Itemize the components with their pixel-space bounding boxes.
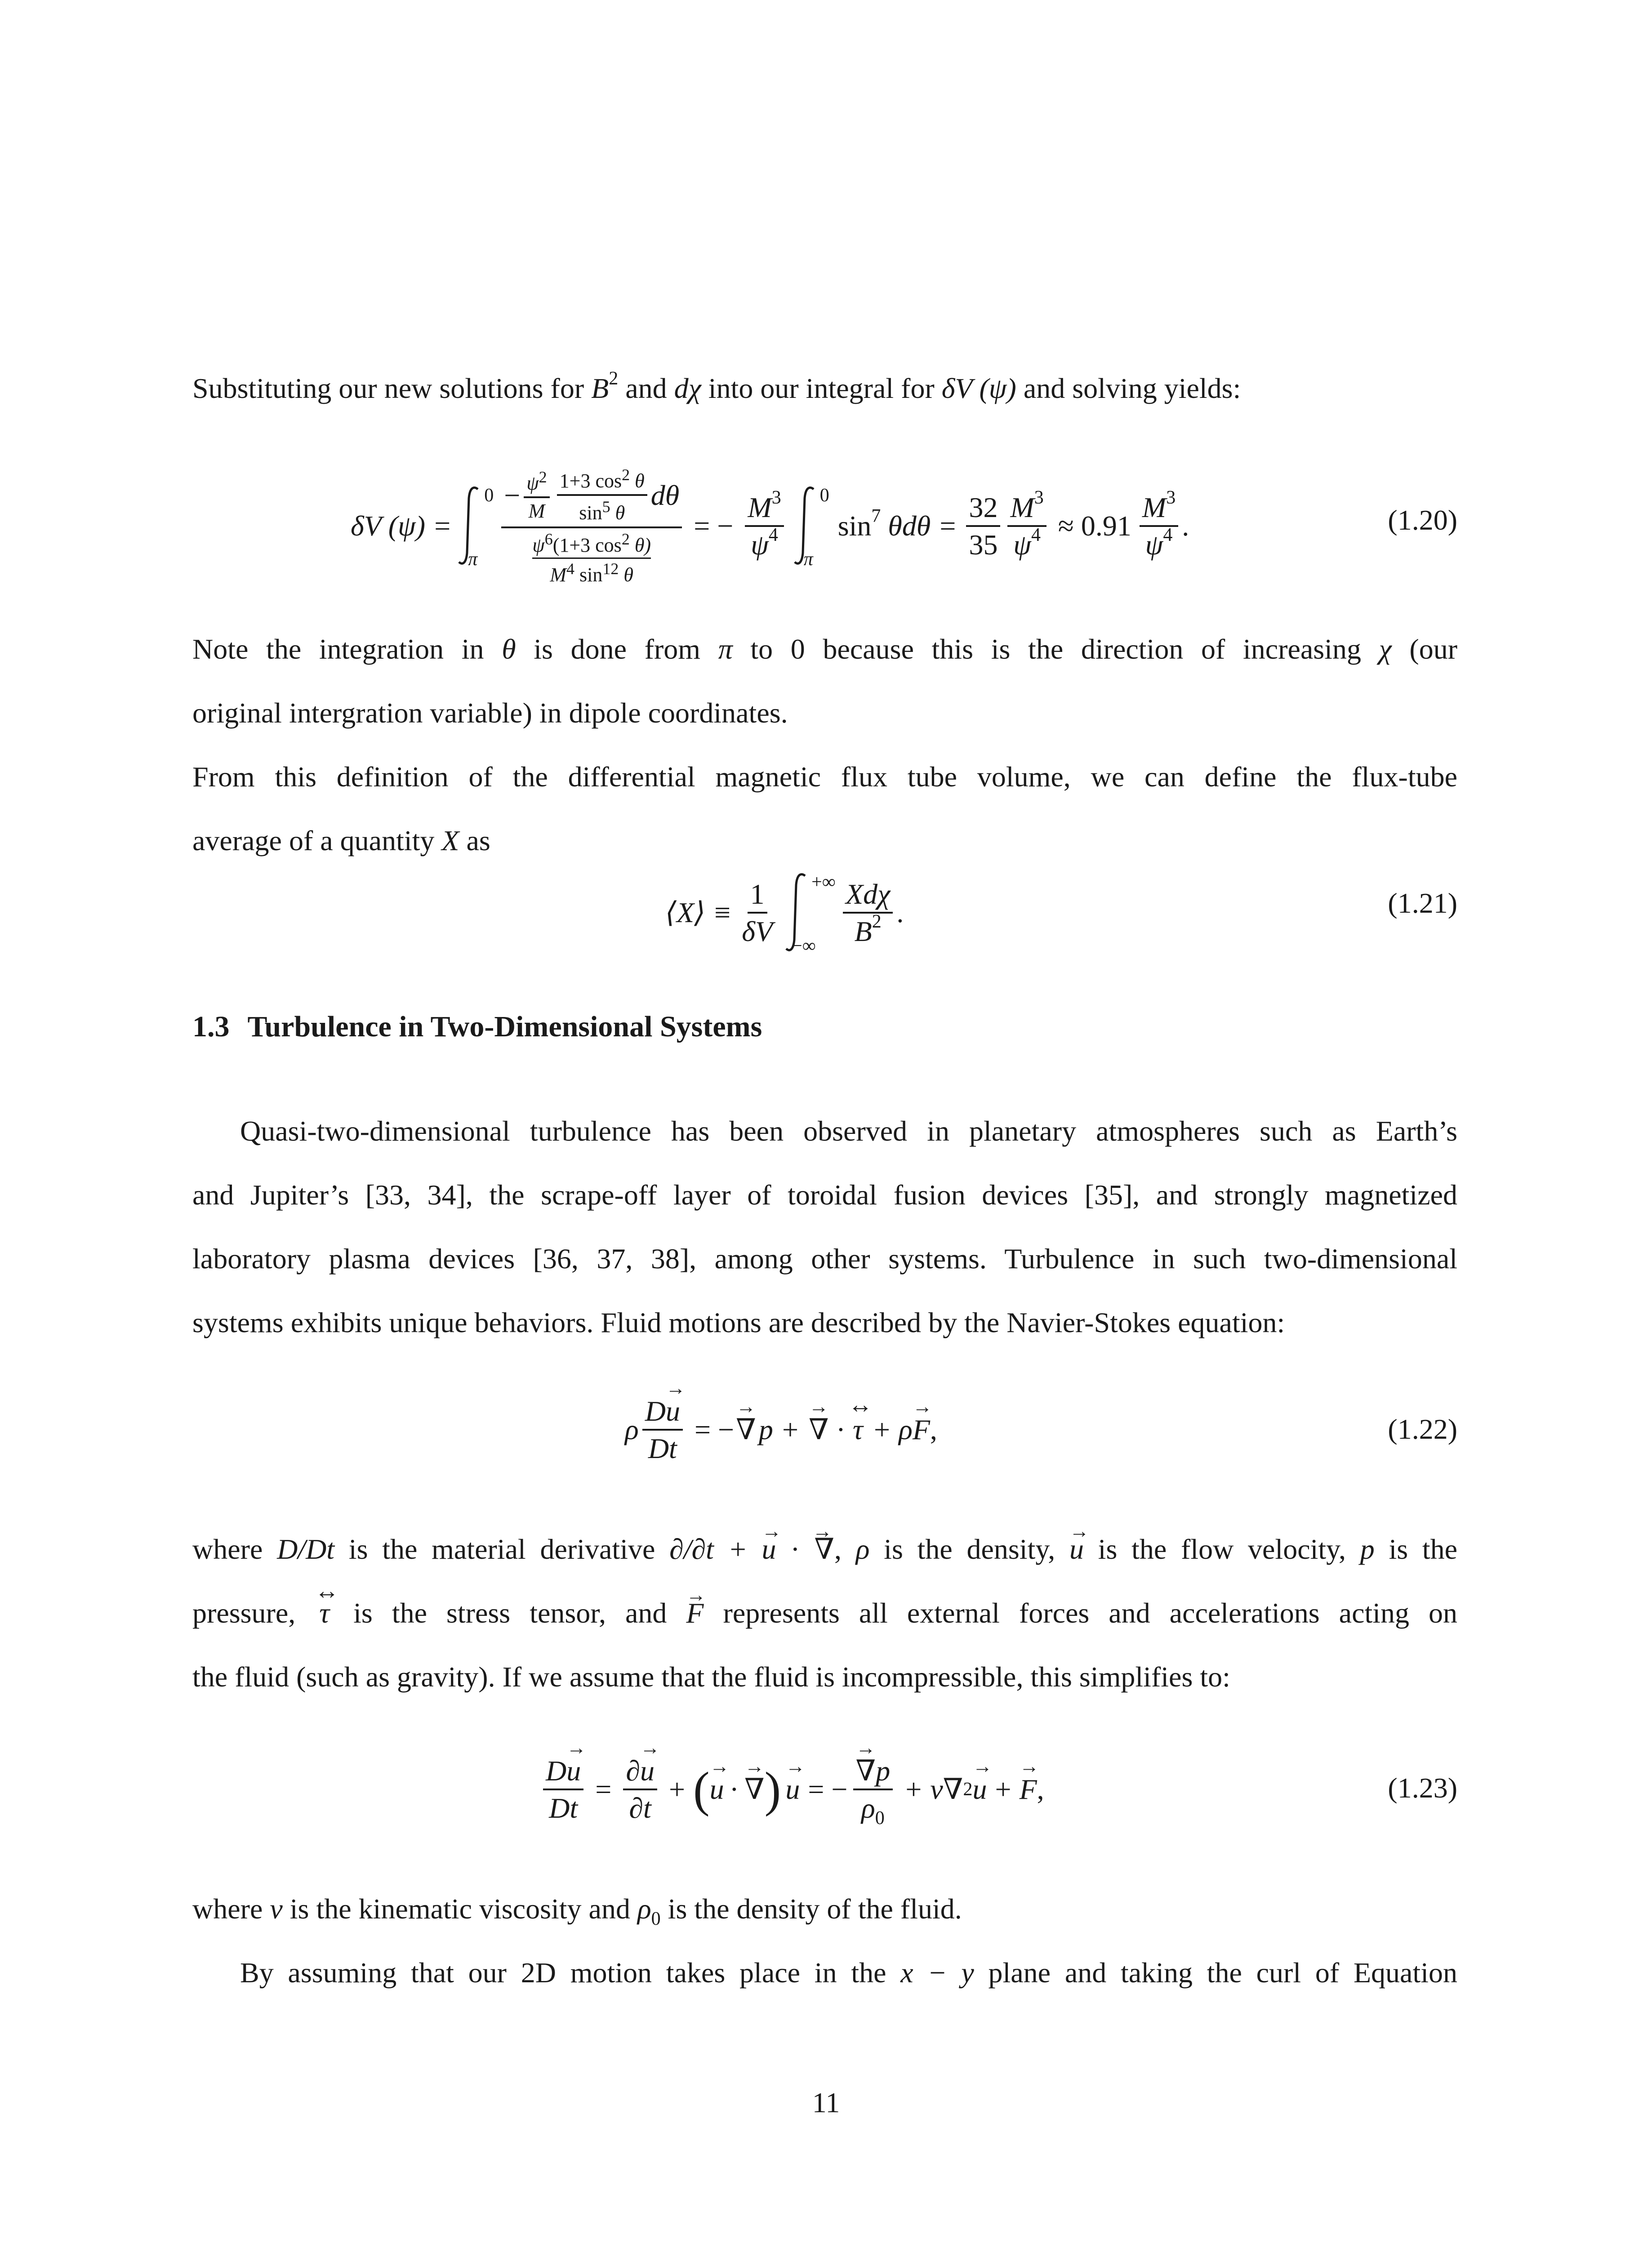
integral-lower: π	[468, 549, 478, 570]
math-dchi: dχ	[674, 372, 701, 404]
math-exponent: 4	[566, 559, 575, 578]
numerator: 1	[748, 879, 767, 914]
math-partial: ∂	[626, 1754, 640, 1787]
math-u-vector: → u	[640, 1756, 655, 1786]
math-nu: ν	[270, 1893, 283, 1925]
text-run: Substituting our new solutions for	[192, 372, 592, 404]
math-theta-dtheta: θdθ =	[888, 510, 957, 542]
math-Dt: Dt	[549, 1792, 578, 1824]
text-run: plane and taking the curl of Equation	[974, 1957, 1458, 1989]
math-psi: ψ	[1013, 529, 1031, 561]
text-run: is the kinematic viscosity and	[282, 1893, 637, 1925]
math-u-vector: → u	[785, 1773, 800, 1806]
math-u-vector: → u	[1069, 1531, 1084, 1567]
denominator: 35	[969, 529, 998, 561]
math-exponent: 2	[609, 368, 619, 389]
equation-1-22	[625, 1385, 1029, 1475]
paragraph-nu	[192, 1891, 1457, 1927]
stress-tensor: ↔ τ	[319, 1595, 330, 1631]
equals: =	[595, 1773, 612, 1805]
math-exponent: 4	[1031, 525, 1041, 545]
Du-over-Dt	[543, 1756, 583, 1823]
left-paren: (	[693, 1762, 710, 1817]
plus: +	[668, 1773, 686, 1805]
paragraph-where-line1	[192, 1531, 1457, 1567]
one-over-deltaV	[739, 879, 775, 946]
math-exponent: 2	[872, 911, 882, 932]
text-run: average of a quantity	[192, 825, 442, 856]
equals-minus: = −	[694, 1414, 735, 1445]
text-run: Note the integration in	[192, 633, 502, 665]
text-cos: (1+3 cos	[552, 534, 622, 556]
integral-sign	[454, 481, 495, 571]
equation-number: (1.20)	[1388, 504, 1457, 536]
dot-operator: ·	[776, 1533, 815, 1565]
M3-over-psi4	[1140, 487, 1178, 561]
equation-1-20	[351, 468, 1340, 584]
math-exponent: 5	[602, 498, 610, 516]
nabla-vector: → ∇	[744, 1773, 765, 1806]
math-u-vector: → u	[762, 1531, 776, 1567]
denominator: δV	[742, 915, 773, 947]
nabla-vector: → ∇	[736, 1413, 756, 1446]
dot-operator: ·	[836, 1414, 846, 1445]
math-D: D	[546, 1754, 567, 1787]
nabla-vector: → ∇	[814, 1531, 834, 1567]
math-theta: θ	[635, 470, 645, 492]
comma: ,	[1037, 1773, 1044, 1805]
text-run: to 0 because this is the direction of increasing	[732, 633, 1379, 665]
text-run: is the stress tensor, and	[334, 1597, 686, 1629]
text-run: ,	[834, 1533, 856, 1565]
text-run: is the material derivative	[334, 1533, 670, 1565]
section-number: 1.3	[192, 1010, 230, 1043]
paragraph-substituting	[192, 370, 1457, 406]
math-M: M	[1010, 491, 1034, 523]
math-X: X	[441, 825, 459, 856]
math-subscript: 0	[875, 1808, 885, 1829]
math-rho: ρ	[637, 1893, 651, 1925]
text-run: as	[459, 825, 490, 856]
paragraph-where-line3: the fluid (such as gravity). If we assume that the fluid is incompressible, this simplifies to:	[192, 1661, 1230, 1693]
math-subscript: 0	[651, 1909, 661, 1929]
math-exponent: 3	[1034, 487, 1044, 508]
approx-value: ≈ 0.91	[1058, 510, 1131, 542]
stress-tensor: ↔ τ	[853, 1413, 863, 1446]
math-exponent: 4	[768, 525, 778, 545]
math-DDt: D/Dt	[277, 1533, 335, 1565]
text-run: is done from	[516, 633, 718, 665]
math-F-vector: → F	[913, 1413, 930, 1446]
math-psi: ψ	[532, 534, 545, 556]
text-run: represents all external forces and accelerations acting on	[704, 1597, 1458, 1629]
text-run: where	[192, 1533, 277, 1565]
text-run: and solving yields:	[1016, 372, 1241, 404]
math-u-vector: → u	[972, 1773, 987, 1806]
period: .	[896, 897, 904, 928]
math-M: M	[748, 491, 772, 523]
eq-lhs: ⟨X⟩ ≡	[665, 897, 732, 928]
paragraph-from-line1: From this definition of the differential magnetic flux tube volume, we can define the flux-tube	[192, 761, 1457, 793]
text-sin: sin	[579, 563, 603, 586]
text-run: is the density of the fluid.	[660, 1893, 962, 1925]
math-deltaV: δV (ψ)	[941, 372, 1016, 404]
integral-upper: 0	[484, 485, 494, 506]
equation-number: (1.22)	[1388, 1413, 1457, 1445]
equals-minus: = −	[694, 510, 734, 542]
gradp-over-rho0	[853, 1754, 893, 1829]
text-run: (our	[1391, 633, 1458, 665]
text-run: is the	[1374, 1533, 1458, 1565]
math-theta: θ)	[634, 534, 651, 556]
plus-nu-laplacian: + ν∇	[904, 1773, 963, 1805]
text-run: pressure,	[192, 1597, 315, 1629]
text-run: into our integral for	[701, 372, 942, 404]
nabla-vector: → ∇	[809, 1413, 829, 1446]
math-exponent: 4	[1163, 525, 1173, 545]
math-exponent: 3	[771, 487, 781, 508]
integral-sign	[782, 868, 836, 958]
integrand-fraction	[501, 467, 682, 585]
math-exponent: 2	[539, 468, 547, 486]
math-p: p	[1360, 1533, 1375, 1565]
paragraph-quasi-line1: Quasi-two-dimensional turbulence has been observed in planetary atmospheres such as Earth’s	[240, 1115, 1457, 1147]
comma: ,	[930, 1414, 937, 1445]
paragraph-quasi-line2: and Jupiter’s [33, 34], the scrape-off layer of toroidal fusion devices [35], and strongly magnetized	[192, 1179, 1457, 1211]
integral-lower: π	[803, 549, 813, 570]
integral-upper: +∞	[811, 872, 836, 892]
math-exponent: 6	[544, 530, 553, 548]
math-rho: ρ	[855, 1533, 870, 1565]
math-x-minus-y: x − y	[900, 1957, 974, 1989]
math-u-vector: → u	[666, 1396, 680, 1426]
paragraph-note-line2: original intergration variable) in dipole coordinates.	[192, 697, 788, 729]
text-cos: 1+3 cos	[559, 470, 622, 492]
du-over-dt	[623, 1756, 657, 1823]
nabla-vector: → ∇	[856, 1756, 876, 1786]
math-p-plus: p +	[758, 1414, 800, 1445]
math-M: M	[528, 500, 545, 522]
Xdchi-over-B2	[843, 879, 893, 946]
math-pi: π	[718, 633, 733, 665]
integral-upper: 0	[819, 485, 829, 506]
math-theta: θ	[615, 502, 625, 524]
math-u-vector: → u	[710, 1773, 724, 1806]
math-exponent: 7	[871, 506, 881, 526]
math-psi: ψ	[751, 529, 769, 561]
math-exponent: 2	[622, 466, 630, 484]
math-chi: χ	[1379, 633, 1392, 665]
math-psi: ψ	[526, 472, 539, 494]
math-theta: θ	[623, 563, 634, 586]
math-dt: ∂t	[629, 1792, 651, 1824]
fraction-32-35	[966, 492, 1000, 560]
integral-sign	[790, 481, 831, 571]
math-dtheta: dθ	[650, 479, 680, 511]
eq-lhs: δV (ψ) =	[351, 510, 452, 542]
equation-number: (1.23)	[1388, 1772, 1457, 1804]
math-M: M	[1142, 491, 1167, 523]
math-theta: θ	[502, 633, 516, 665]
section-heading	[192, 1009, 762, 1045]
integral-lower: −∞	[792, 936, 816, 956]
plus: +	[995, 1773, 1011, 1805]
page-number: 11	[812, 2087, 840, 2119]
equals-minus: = −	[808, 1773, 848, 1805]
right-paren: )	[764, 1762, 781, 1817]
paragraph-where-line2	[192, 1595, 1457, 1631]
math-u-vector: → u	[566, 1756, 581, 1786]
numerator: 32	[966, 492, 1000, 527]
math-rho: ρ	[861, 1792, 875, 1824]
math-psi: ψ	[1145, 529, 1163, 561]
math-M: M	[550, 563, 567, 586]
dot-operator: ·	[729, 1773, 739, 1805]
math-rho: ρ	[625, 1414, 639, 1445]
text-run: By assuming that our 2D motion takes place in the	[240, 1957, 901, 1989]
paragraph-by-assuming	[192, 1955, 1457, 1991]
math-F-vector: → F	[1020, 1773, 1037, 1806]
psi-over-M	[524, 469, 549, 522]
text-run: is the flow velocity,	[1083, 1533, 1360, 1565]
math-Dt: Dt	[648, 1432, 677, 1464]
paragraph-from-line2	[192, 823, 1457, 859]
text-sin: sin	[837, 510, 872, 542]
math-exponent: 2	[621, 530, 630, 548]
minus-sign: −	[504, 479, 521, 511]
plus-rho: + ρ	[872, 1414, 913, 1445]
text-sin: sin	[579, 502, 602, 524]
Du-over-Dt	[642, 1396, 683, 1463]
M3-over-psi4	[1007, 487, 1046, 561]
numerator: Xdχ	[843, 879, 893, 914]
math-p: p	[876, 1754, 891, 1787]
equation-1-21	[665, 863, 1025, 962]
equation-number: (1.21)	[1388, 887, 1457, 919]
text-run: is the density,	[869, 1533, 1069, 1565]
equation-1-23: $\frac{D\to u}{Dt}$ = $\frac{\partial\to u}{\partial t}$ + ( → u · → ∇ ) → u = − → $\frac{\nabla p}{\rho_0}$ + ν∇ 2 → u + → F ,	[539, 1744, 1169, 1834]
math-B: B	[854, 915, 872, 947]
M3-over-psi4	[745, 487, 784, 561]
paragraph-quasi-line4: systems exhibits unique behaviors. Fluid motions are described by the Navier-Stokes equation:	[192, 1307, 1285, 1338]
math-partial: ∂/∂t +	[669, 1533, 762, 1565]
section-title: Turbulence in Two-Dimensional Systems	[247, 1010, 762, 1043]
paragraph-quasi-line3: laboratory plasma devices [36, 37, 38], among other systems. Turbulence in such two-dimensional	[192, 1243, 1457, 1275]
paragraph-note-line1	[192, 631, 1457, 667]
math-exponent: 12	[602, 559, 619, 578]
math-B: B	[591, 372, 609, 404]
text-run: and	[618, 372, 674, 404]
math-D: D	[645, 1395, 666, 1427]
math-F-vector: → F	[686, 1595, 704, 1631]
period: .	[1182, 510, 1189, 542]
math-exponent: 3	[1166, 487, 1176, 508]
text-run: where	[192, 1893, 270, 1925]
cos-over-sin	[557, 467, 647, 523]
